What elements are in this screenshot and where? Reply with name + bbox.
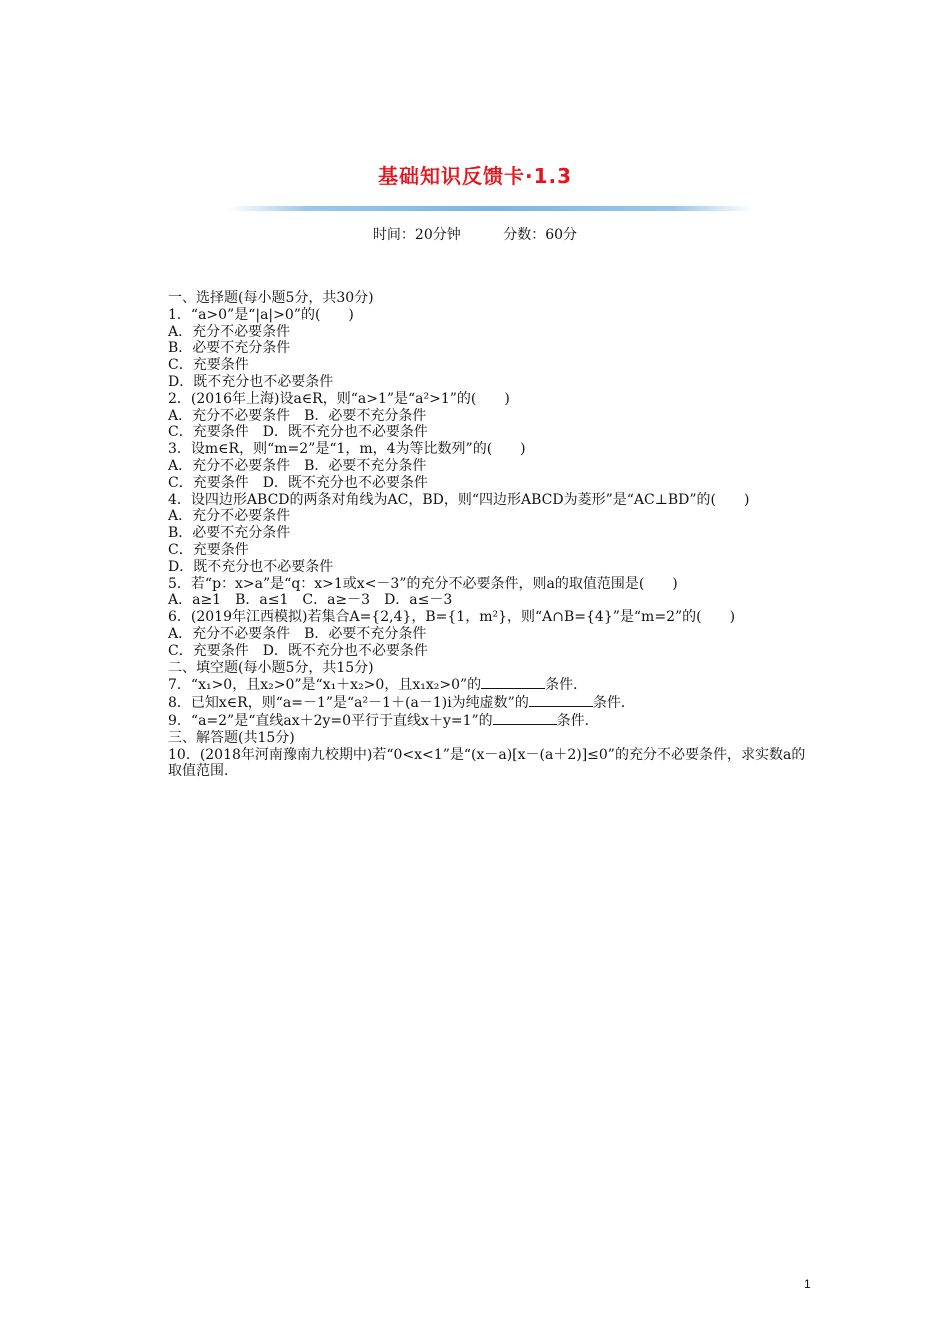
answer-blank	[493, 712, 557, 725]
option-line: B．必要不充分条件	[168, 340, 291, 357]
time-limit: 时间：20分钟	[372, 227, 461, 243]
option-line: A．a≥1 B．a≤1 C．a≥－3 D．a≤－3	[168, 592, 453, 609]
section-heading-choice: 一、选择题(每小题5分，共30分)	[168, 290, 374, 306]
option-line: A．充分不必要条件	[168, 323, 291, 340]
answer-blank	[481, 676, 545, 689]
question-line: 4．设四边形ABCD的两条对角线为AC，BD，则“四边形ABCD为菱形”是“AC⊥BD”的( )	[168, 491, 750, 508]
page-title: 基础知识反馈卡·1.3	[377, 164, 573, 188]
option-line: B．必要不充分条件	[168, 525, 291, 542]
option-line: A．充分不必要条件 B．必要不充分条件	[168, 625, 427, 642]
question-line: 3．设m∈R，则“m=2”是“1，m，4为等比数列”的( )	[168, 441, 526, 458]
option-line: C．充要条件	[168, 357, 249, 374]
question-suffix: 条件．	[556, 712, 599, 729]
exam-meta	[0, 224, 950, 244]
option-line: A．充分不必要条件 B．必要不充分条件	[168, 457, 427, 474]
question-text: 9．“a=2”是“直线ax＋2y=0平行于直线x＋y=1”的	[168, 712, 493, 729]
answer-blank	[529, 694, 593, 707]
option-line: A．充分不必要条件 B．必要不充分条件	[168, 407, 427, 424]
option-line: C．充要条件 D．既不充分也不必要条件	[168, 424, 428, 441]
question-10: 10．(2018年河南豫南九校期中)若“0<x<1”是“(x－a)[x－(a＋2)]≤0”的充分不必要条件，求实数a的取值范围．	[168, 746, 806, 780]
question-text: 8．已知x∈R，则“a=－1”是“a²－1＋(a－1)i为纯虚数”的	[168, 695, 529, 712]
section-heading-fill: 二、填空题(每小题5分，共15分)	[168, 659, 374, 676]
question-line: 2．(2016年上海)设a∈R，则“a>1”是“a²>1”的( )	[168, 390, 510, 407]
question-text: 7．“x₁>0，且x₂>0”是“x₁＋x₂>0，且x₁x₂>0”的	[168, 677, 482, 694]
page-number: 1	[804, 1277, 811, 1291]
question-body	[138, 290, 818, 780]
option-line: A．充分不必要条件	[168, 508, 291, 525]
question-line: 6．(2019年江西模拟)若集合A={2,4}，B={1，m²}，则“A∩B={4}”是“m=2”的( )	[168, 609, 736, 626]
title-divider	[228, 206, 754, 211]
question-line: 1．“a>0”是“|a|>0”的( )	[168, 306, 354, 323]
section-heading-solve: 三、解答题(共15分)	[168, 729, 295, 746]
option-line: C．充要条件 D．既不充分也不必要条件	[168, 642, 428, 659]
total-score: 分数：60分	[503, 227, 578, 243]
option-line: C．充要条件 D．既不充分也不必要条件	[168, 474, 428, 491]
question-line: 5．若“p：x>a”是“q：x>1或x<－3”的充分不必要条件，则a的取值范围是( )	[168, 575, 678, 592]
option-line: D．既不充分也不必要条件	[168, 558, 334, 575]
option-line: C．充要条件	[168, 541, 249, 558]
question-7	[138, 676, 818, 694]
question-suffix: 条件．	[592, 695, 635, 712]
question-9	[138, 712, 818, 730]
question-8	[138, 694, 818, 712]
question-suffix: 条件．	[545, 677, 588, 694]
option-line: D．既不充分也不必要条件	[168, 373, 334, 390]
